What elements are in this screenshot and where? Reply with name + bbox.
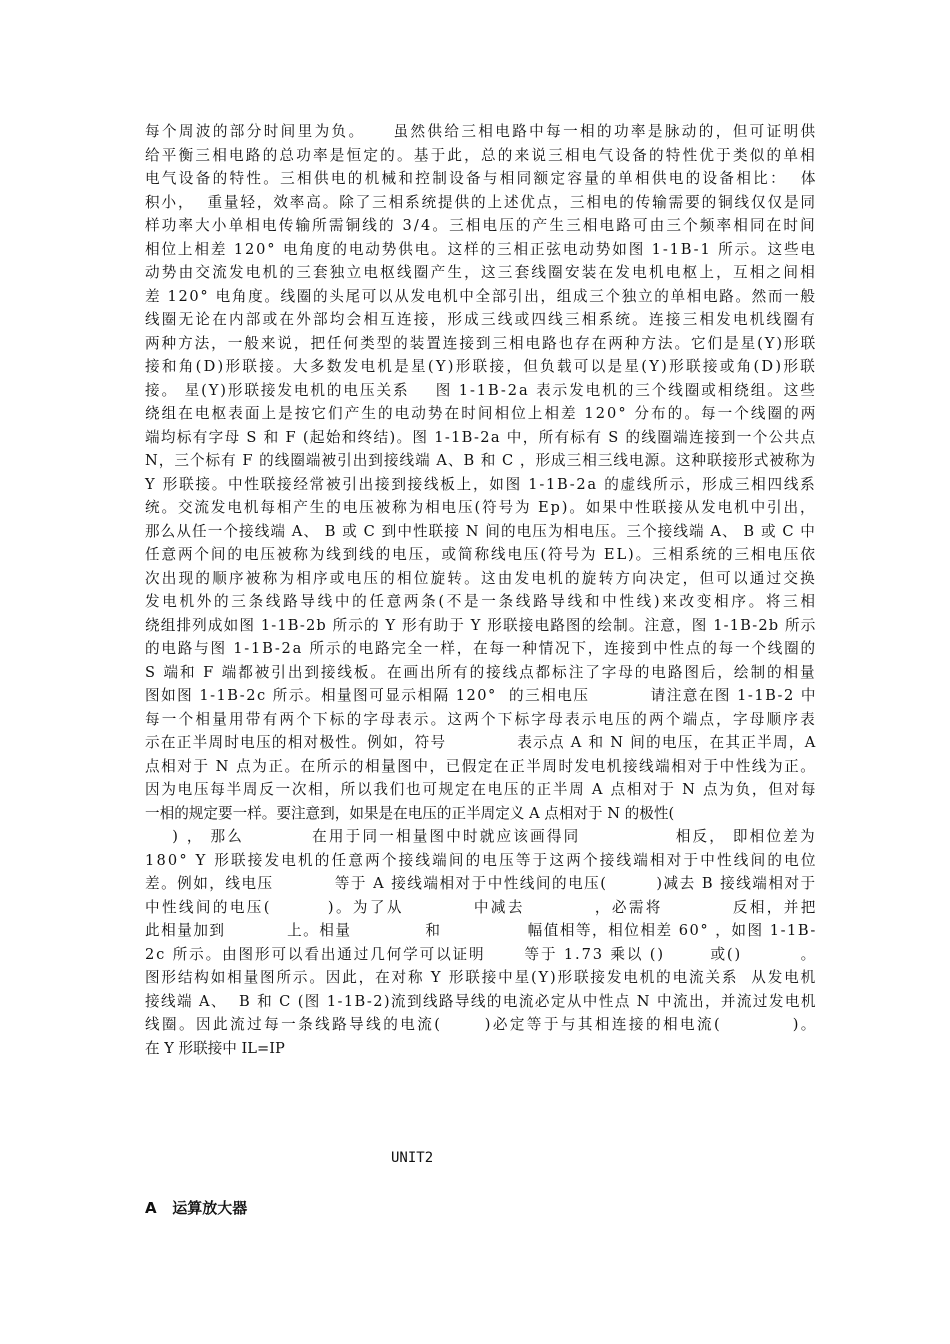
text-line: 统。交流发电机每相产生的电压被称为相电压(符号为 Ep)。如果中性联接从发电机中引出， [145,499,817,516]
text-line: 次出现的顺序被称为相序或电压的相位旋转。这由发电机的旋转方向决定，但可以通过交换 [145,569,817,587]
text-line: 绕组排列成如图 1-1B-2b 所示的 Y 形有助于 Y 形联接电路图的绘制。注意，图 1-1B-2b 所示 [145,616,817,634]
text-line: 点相对于 N 点为正。在所示的相量图中，已假定在正半周时发电机接线端相对于中性线为正。 [145,757,817,775]
text-line: 一相的规定要一样。要注意到，如果是在电压的正半周定义 A 点相对于 N 的极性( [145,804,675,822]
text-line: 绕组在电枢表面上是按它们产生的电动势在时间相位上相差 120° 分布的。每一个线圈的两 [145,405,818,422]
text-line: 两种方法，一般来说，把任何类型的装置连接到三相电路也存在两种方法。它们是星(Y)形联 [145,334,818,352]
text-line: 相位上相差 120° 电角度的电动势供电。这样的三相正弦电动势如图 1-1B-1 所示。这些电 [145,240,817,258]
text-line: 的电路与图 1-1B-2a 所示的电路完全一样，在每一种情况下，连接到中性点的每一个线圈的 [145,640,817,657]
text-line: 接。 星(Y)形联接发电机的电压关系 图 1-1B-2a 表示发电机的三个线圈或相绕组。这些 [145,381,817,399]
text-line: 动势由交流发电机的三套独立电枢线圈产生，这三套线圈安装在发电机电枢上，互相之间相 [145,264,817,281]
text-line: 接线端 A、 B 和 C (图 1-1B-2)流到线路导线的电流必定从中性点 N 中流出，并流过发电机 [145,992,817,1010]
text-line: 样功率大小单相电传输所需铜线的 3/4。三相电压的产生三相电路可由三个频率相同在时间 [145,217,817,234]
text-line: 线圈。因此流过每一条线路导线的电流( )必定等于与其相连接的相电流( )。 [145,1016,818,1033]
text-line: 积小， 重量轻，效率高。除了三相系统提供的上述优点，三相电的传输需要的铜线仅仅是同 [145,193,817,211]
text-line: 图如图 1-1B-2c 所示。相量图可显示相隔 120° 的三相电压 请注意在图 1-1B-2 中 [145,687,817,704]
text-line: 任意两个间的电压被称为线到线的电压，或简称线电压(符号为 EL)。三相系统的三相电压依 [145,546,817,563]
text-line: 接和角(D)形联接。大多数发电机是星(Y)形联接，但负载可以是星(Y)形联接或角(D)形联 [145,358,818,375]
text-line: 每个周波的部分时间里为负。 虽然供给三相电路中每一相的功率是脉动的，但可证明供 [145,123,818,140]
text-line: N，三个标有 F 的线圈端被引出到接线端 A、B 和 C ，形成三相三线电源。这种联接形式被称为 [145,452,817,469]
text-line: 给平衡三相电路的总功率是恒定的。基于此，总的来说三相电气设备的特性优于类似的单相 [145,146,817,164]
body-text [145,120,818,1060]
text-line: 每一个相量用带有两个下标的字母表示。这两个下标字母表示电压的两个端点，字母顺序表 [145,710,817,728]
section-heading: A 运算放大器 [145,1199,248,1217]
text-line: 差。例如，线电压 等于 A 接线端相对于中性线间的电压( )减去 B 接线端相对于 [145,875,817,892]
text-line: 图形结构如相量图所示。因此，在对称 Y 形联接中星(Y)形联接发电机的电流关系 从发电机 [145,969,818,986]
text-line: 此相量加到 上。相量 和 幅值相等，相位相差 60° ，如图 1-1B- [145,922,817,939]
text-line: 在 Y 形联接中 IL=IP [145,1039,285,1057]
text-line: 端均标有字母 S 和 F (起始和终结)。图 1-1B-2a 中，所有标有 S 的线圈端连接到一个公共点 [145,428,817,446]
text-line: 因为电压每半周反一次相，所以我们也可规定在电压的正半周 A 点相对于 N 点为负，但对每 [145,781,818,798]
text-line: 那么从任一个接线端 A、 B 或 C 到中性联接 N 间的电压为相电压。三个接线端 A、 B 或 C 中 [145,522,816,540]
text-line: ) ， 那么 在用于同一相量图中时就应该画得同 相反， 即相位差为 [145,828,817,845]
text-line: 差 120° 电角度。线圈的头尾可以从发电机中全部引出，组成三个独立的单相电路。然而一般 [145,287,817,305]
text-line: 线圈无论在内部或在外部均会相互连接，形成三线或四线三相系统。连接三相发电机线圈有 [145,311,817,328]
text-line: 2c 所示。由图形可以看出通过几何学可以证明 等于 1.73 乘以 () 或() 。 [145,945,818,963]
text-line: 电气设备的特性。三相供电的机械和控制设备与相同额定容量的单相供电的设备相比： 体 [145,170,818,187]
unit-heading: UNIT2 [391,1150,434,1166]
text-line: 180° Y 形联接发电机的任意两个接线端间的电压等于这两个接线端相对于中性线间的电位 [145,851,818,869]
text-line: S 端和 F 端都被引出到接线板。在画出所有的接线点都标注了字母的电路图后，绘制的相量 [145,663,817,681]
text-line: 示在正半周时电压的相对极性。例如，符号 表示点 A 和 N 间的电压，在其正半周，A [145,734,817,751]
text-line: Y 形联接。中性联接经常被引出接到接线板上，如图 1-1B-2a 的虚线所示，形成三相四线系 [145,475,817,493]
text-line: 中性线间的电压( )。为了从 中减去 ，必需将 反相，并把 [145,898,818,916]
text-line: 发电机外的三条线路导线中的任意两条(不是一条线路导线和中性线)来改变相序。将三相 [145,593,818,610]
